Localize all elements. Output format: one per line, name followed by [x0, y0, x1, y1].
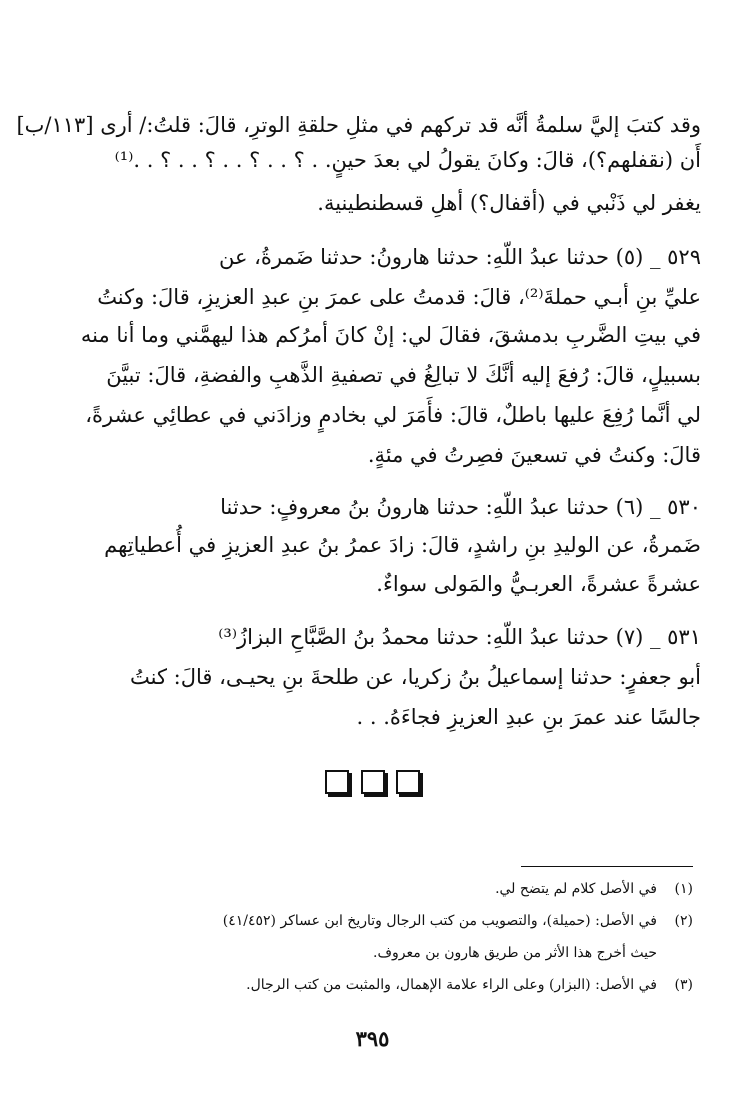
footnote-text: حيث أخرج هذا الأثر من طريق هارون بن معروف. — [373, 945, 657, 961]
square-ornament-icon — [361, 770, 385, 794]
text-line: ٥٣١ _ (٧) حدثنا عبدُ اللّهِ: حدثنا محمدُ بنُ الصَّبَّاحِ البزازُ⁽³⁾ — [218, 625, 701, 649]
text-line: ٥٢٩ _ (٥) حدثنا عبدُ اللّهِ: حدثنا هارونُ: حدثنا ضَمرةُ، عن — [218, 245, 701, 269]
footnote — [40, 910, 693, 932]
footnote-text: في الأصل: (البزار) وعلى الراء علامة الإهمال، والمثبت من كتب الرجال. — [246, 977, 657, 993]
footnote — [40, 974, 693, 996]
section-separator — [0, 770, 745, 798]
text-line: عشرةً عشرةً، العربـيُّ والمَولى سواءٌ. — [376, 572, 701, 596]
footnote-number: (٢) — [674, 913, 693, 929]
text-line: أبو جعفرٍ: حدثنا إسماعيلُ بنُ زكريا، عن طلحةَ بنِ يحيـى، قالَ: كنتُ — [130, 665, 701, 689]
text-line: جالسًا عند عمرَ بنِ عبدِ العزيزِ فجاءَهُ. . . — [356, 705, 701, 729]
footnote-divider — [521, 866, 693, 867]
text-line: أَن (نقفلهم؟)، قالَ: وكانَ يقولُ لي بعدَ حينٍ. . ؟ . . ؟ . . ؟ . . ؟ . .⁽¹⁾ — [114, 148, 701, 172]
text-line: ٥٣٠ _ (٦) حدثنا عبدُ اللّهِ: حدثنا هارونُ بنُ معروفٍ: حدثنا — [220, 495, 701, 519]
footnote-text: في الأصل كلام لم يتضح لي. — [495, 881, 657, 897]
text-line: عليِّ بنِ أبـي حملةَ⁽²⁾، قالَ: قدمتُ على عمرَ بنِ عبدِ العزيزِ، قالَ: وكنتُ — [97, 285, 701, 309]
square-ornament-icon — [325, 770, 349, 794]
square-ornament-icon — [396, 770, 420, 794]
footnote-continuation — [40, 942, 657, 964]
text-line: وقد كتبَ إليَّ سلمةُ أنَّه قد تركهم في مثلِ حلقةِ الوترِ، قالَ: قلتُ:/ أرى [١١٣/ب] — [16, 113, 701, 137]
page-number: ٣٩٥ — [355, 1026, 390, 1051]
footnote-number: (٣) — [674, 977, 693, 993]
footnote-text: في الأصل: (حميلة)، والتصويب من كتب الرجال وتاريخ ابن عساكر (٤١/٤٥٢) — [222, 913, 657, 929]
footnote-number: (١) — [674, 881, 693, 897]
text-line: قالَ: وكنتُ في تسعينَ فصِرتُ في مئةٍ. — [367, 443, 701, 467]
text-line: ضَمرةُ، عن الوليدِ بنِ راشدٍ، قالَ: زادَ عمرُ بنُ عبدِ العزيزِ في أُعطياتِهم — [104, 533, 701, 557]
text-line: لي أنَّما رُفِعَ عليها باطلٌ، قالَ: فأَمَرَ لي بخادمٍ وزادَني في عطائِي عشرةً، — [85, 403, 701, 427]
text-line: في بيتِ الضَّربِ بدمشقَ، فقالَ لي: إنْ كانَ أمرُكم هذا ليهمَّني وما أنا منه — [80, 323, 701, 347]
text-line: يغفر لي ذَنْبي في (أقفال؟) أهلِ قسطنطينية. — [317, 191, 701, 215]
footnote — [40, 878, 693, 900]
text-line: بسبيلٍ، قالَ: رُفعَ إليه أنَّكَ لا تبالِغُ في تصفيةِ الذَّهبِ والفضةِ، قالَ: تبيَّنَ — [106, 363, 701, 387]
